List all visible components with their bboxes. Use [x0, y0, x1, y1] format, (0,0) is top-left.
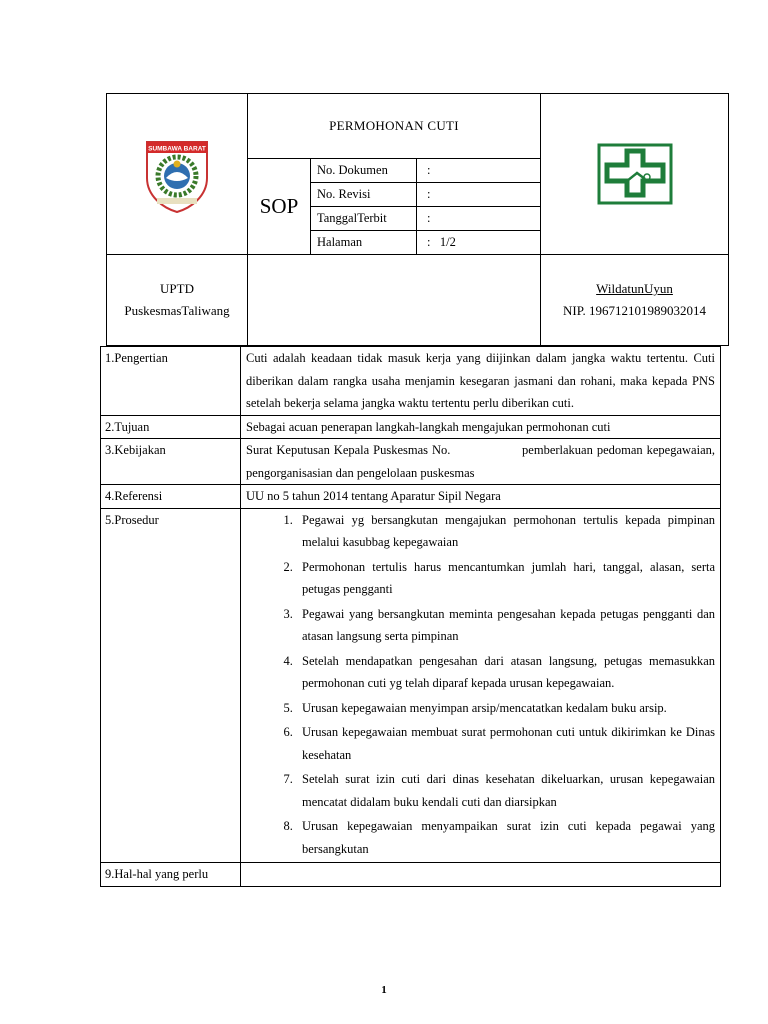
table-row — [101, 863, 721, 887]
procedure-step: 8. Urusan kepegawaian menyampaikan surat izin cuti kepada pegawai yang bersangkutan — [296, 815, 715, 860]
row-label-pengertian: 1.Pengertian — [101, 347, 241, 416]
signer-name: WildatunUyun — [596, 281, 673, 296]
meta-value-page: : 1/2 — [417, 231, 541, 255]
procedure-step: 1. Pegawai yg bersangkutan mengajukan permohonan tertulis kepada pimpinan melalui kasubbag kepegawaian — [296, 509, 715, 554]
procedure-step: 3. Pegawai yang bersangkutan meminta pengesahan kepada petugas pengganti dan atasan langsung serta pimpinan — [296, 603, 715, 648]
procedure-step: 7. Setelah surat izin cuti dari dinas kesehatan dikeluarkan, urusan kepegawaian mencatat didalam buku kendali cuti dan diarsipkan — [296, 768, 715, 813]
row-label-referensi: 4.Referensi — [101, 485, 241, 509]
table-row — [101, 439, 721, 485]
meta-label-issue-date: TanggalTerbit — [311, 207, 417, 231]
row-text-referensi: UU no 5 tahun 2014 tentang Aparatur Sipil Negara — [241, 485, 721, 509]
table-row — [101, 508, 721, 863]
table-row — [101, 485, 721, 509]
sop-body-table — [100, 346, 721, 887]
puskesmas-logo-cell — [541, 94, 729, 255]
table-row — [101, 415, 721, 439]
page-number: 1 — [381, 984, 387, 996]
procedure-cell — [241, 508, 721, 863]
row-text-tujuan: Sebagai acuan penerapan langkah-langkah mengajukan permohonan cuti — [241, 415, 721, 439]
regency-logo-cell — [107, 94, 248, 255]
meta-label-page: Halaman — [311, 231, 417, 255]
table-row — [101, 347, 721, 416]
row-label-tujuan: 2.Tujuan — [101, 415, 241, 439]
org-line-1: UPTD — [160, 281, 194, 296]
procedure-step: 4. Setelah mendapatkan pengesahan dari atasan langsung, petugas memasukkan permohonan cuti yg telah diparaf kepada urusan kepegawaian. — [296, 650, 715, 695]
row-text-hal-hal — [241, 863, 721, 887]
procedure-step: 6. Urusan kepegawaian membuat surat permohonan cuti untuk dikirimkan ke Dinas kesehatan — [296, 721, 715, 766]
document-title: PERMOHONAN CUTI — [248, 94, 541, 159]
procedure-step: 5. Urusan kepegawaian menyimpan arsip/mencatatkan kedalam buku arsip. — [296, 697, 715, 720]
row-label-kebijakan: 3.Kebijakan — [101, 439, 241, 485]
row-label-prosedur: 5.Prosedur — [101, 508, 241, 863]
puskesmas-logo — [597, 143, 673, 205]
meta-label-doc-number: No. Dokumen — [311, 159, 417, 183]
signer-cell — [541, 255, 729, 346]
row-text-pengertian: Cuti adalah keadaan tidak masuk kerja yang diijinkan dalam jangka waktu tertentu. Cuti diberikan dalam rangka usaha menjamin kesegaran jasmani dan rohani, maka kepada PNS setelah bekerja selama jangka waktu tertentu perlu diberikan cuti. — [241, 347, 721, 416]
signer-nip: NIP. 196712101989032014 — [563, 303, 707, 318]
meta-label-revision: No. Revisi — [311, 183, 417, 207]
meta-value-issue-date: : — [417, 207, 541, 231]
meta-value-revision: : — [417, 183, 541, 207]
sumbawa-barat-logo — [143, 134, 211, 214]
sop-header-table — [106, 93, 729, 346]
meta-value-doc-number: : — [417, 159, 541, 183]
sop-label: SOP — [248, 159, 311, 255]
header-blank-cell — [248, 255, 541, 346]
row-label-hal-hal: 9.Hal-hal yang perlu — [101, 863, 241, 887]
row-text-kebijakan: Surat Keputusan Kepala Puskesmas No. pemberlakuan pedoman kepegawaian, pengorganisasian dan pengelolaan puskesmas — [241, 439, 721, 485]
organization-cell — [107, 255, 248, 346]
logo-banner-text: SUMBAWA BARAT — [148, 145, 206, 153]
org-line-2: PuskesmasTaliwang — [124, 303, 230, 318]
procedure-list — [246, 509, 715, 861]
procedure-step: 2. Permohonan tertulis harus mencantumkan jumlah hari, tanggal, alasan, serta petugas pengganti — [296, 556, 715, 601]
